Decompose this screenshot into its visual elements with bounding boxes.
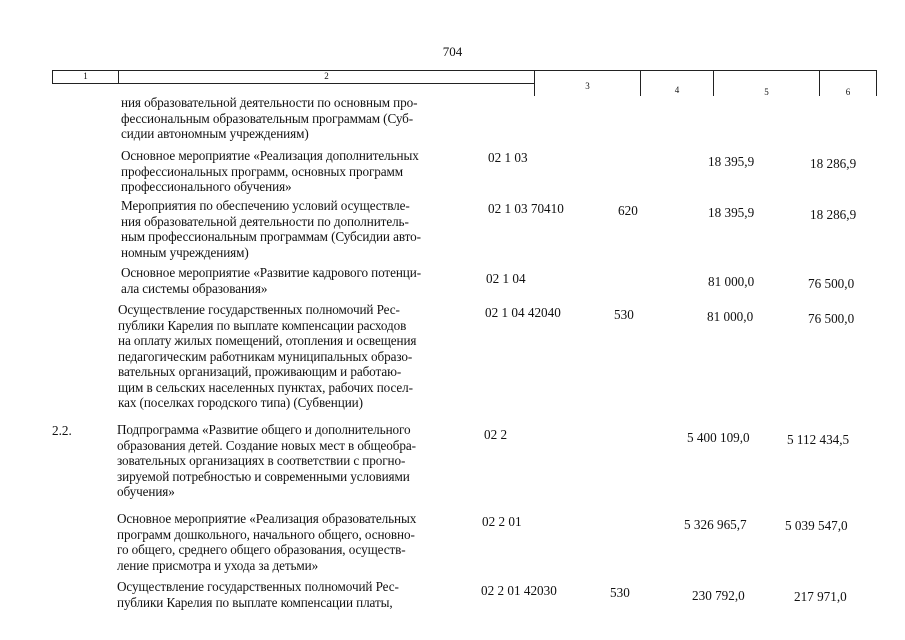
row-3-code: 02 1 04 bbox=[486, 271, 526, 286]
row-4-code: 02 1 04 42040 bbox=[485, 305, 561, 320]
header-col-1: 1 bbox=[52, 70, 118, 84]
row-2-text: Мероприятия по обеспечению условий осуществле- ния образовательной деятельности по дополнитель- ным профессиональным программам (Субсидии авто- номным учреждениям) bbox=[121, 198, 421, 260]
row-3-col5: 81 000,0 bbox=[708, 274, 755, 289]
row-7-col5: 230 792,0 bbox=[692, 588, 745, 603]
page-number: 704 bbox=[442, 44, 463, 59]
row-6-col6: 5 039 547,0 bbox=[785, 518, 848, 533]
row-6-code: 02 2 01 bbox=[482, 514, 522, 529]
row-7-code: 02 2 01 42030 bbox=[481, 583, 557, 598]
row-6-col5: 5 326 965,7 bbox=[684, 517, 747, 532]
row-1-text: Основное мероприятие «Реализация дополнительных профессиональных программ, основных программ профессионального обучения» bbox=[121, 148, 419, 194]
row-7-text: Осуществление государственных полномочий Рес- публики Карелия по выплате компенсации платы, bbox=[117, 579, 399, 610]
row-5-col5: 5 400 109,0 bbox=[687, 430, 750, 445]
row-6-text: Основное мероприятие «Реализация образовательных программ дошкольного, начального общего, основно- го общего, среднего общего образования, осуществ- ление присмотра и ухода за детьми» bbox=[117, 511, 417, 573]
row-1-code: 02 1 03 bbox=[488, 150, 528, 165]
header-col-4: 4 bbox=[640, 70, 713, 96]
row-2-col5: 18 395,9 bbox=[708, 205, 755, 220]
table-header bbox=[52, 70, 877, 96]
row-4-col6: 76 500,0 bbox=[808, 311, 855, 326]
header-col-3: 3 bbox=[534, 70, 640, 96]
row-4-col5: 81 000,0 bbox=[707, 309, 754, 324]
header-col-2: 2 bbox=[118, 70, 534, 84]
row-5-number: 2.2. bbox=[52, 423, 72, 438]
row-7-type: 530 bbox=[610, 585, 630, 600]
row-4-text: Осуществление государственных полномочий Рес- публики Карелия по выплате компенсации расходов на оплату жилых помещений, отопления и освещения педагогическим работникам муниципальных образо- вательных организаций, проживающим и работаю- щим в сельских населенных пунктах, рабочих посел- ках (поселках городского типа) (Субвенции) bbox=[118, 302, 417, 410]
row-0-text: ния образовательной деятельности по основным про- фессиональным образовательным программам (Суб- сидии автономным учреждениям) bbox=[121, 95, 418, 141]
row-3-text: Основное мероприятие «Развитие кадрового потенци- ала системы образования» bbox=[121, 265, 422, 296]
row-5-col6: 5 112 434,5 bbox=[787, 432, 850, 447]
row-4-type: 530 bbox=[614, 307, 634, 322]
row-3-col6: 76 500,0 bbox=[808, 276, 855, 291]
row-2-code: 02 1 03 70410 bbox=[488, 201, 564, 216]
header-col-6: 6 bbox=[819, 70, 877, 96]
row-1-col6: 18 286,9 bbox=[810, 156, 857, 171]
row-2-col6: 18 286,9 bbox=[810, 207, 857, 222]
row-5-text: Подпрограмма «Развитие общего и дополнительного образования детей. Создание новых мест в общеобра- зовательных организациях в соответствии с прогно- зируемой потребностью и современными условиями обучения» bbox=[117, 422, 416, 499]
row-5-code: 02 2 bbox=[484, 427, 508, 442]
header-col-5: 5 bbox=[713, 70, 819, 96]
row-2-type: 620 bbox=[618, 203, 638, 218]
row-7-col6: 217 971,0 bbox=[794, 589, 847, 604]
row-1-col5: 18 395,9 bbox=[708, 154, 755, 169]
